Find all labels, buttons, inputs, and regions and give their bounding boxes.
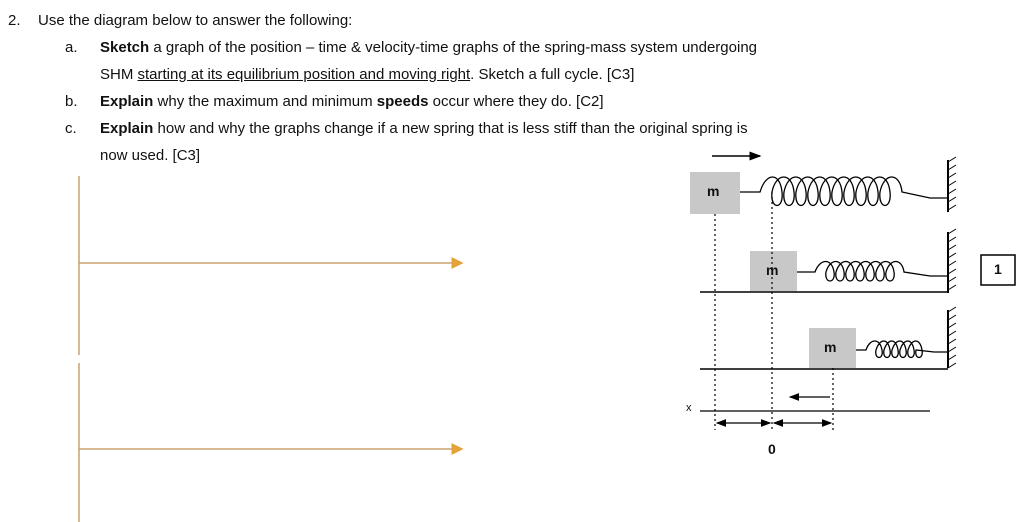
part-a-text1: a graph of the position – time & velocity-time graphs of the spring-mass system undergoing (149, 39, 758, 56)
part-c-letter: c. (65, 120, 77, 137)
part-c-line2: now used. [C3] (100, 147, 201, 164)
part-b-text-a: why the maximum and minimum (153, 93, 377, 110)
wall-3 (948, 307, 956, 368)
part-a-underlined: starting at its equilibrium position and moving right (137, 66, 471, 83)
box-label: 1 (994, 261, 1002, 277)
mass-label-2: m (766, 262, 779, 278)
part-b-text-b: occur where they do. [C2] (428, 93, 604, 110)
mass-label-1: m (707, 183, 720, 199)
part-c-text1: how and why the graphs change if a new spring that is less stiff than the original spring is (153, 120, 748, 137)
part-b-lead: Explain (100, 93, 154, 110)
part-a-letter: a. (65, 39, 78, 56)
blank-graph-2 (79, 363, 462, 522)
blank-graph-1 (79, 176, 462, 355)
wall-2 (948, 229, 956, 293)
mass-label-3: m (824, 339, 837, 355)
x-axis-label: x (686, 402, 692, 414)
spring-1 (740, 177, 948, 206)
spring-3 (856, 341, 948, 358)
part-a-text2a: SHM (100, 66, 138, 83)
part-a-text2b: . Sketch a full cycle. [C3] (470, 66, 635, 83)
question-number: 2. (8, 12, 21, 29)
part-a-lead: Sketch (100, 39, 150, 56)
part-b-letter: b. (65, 93, 78, 110)
part-b-emph: speeds (376, 93, 429, 110)
part-c-lead: Explain (100, 120, 154, 137)
spring-2 (797, 262, 948, 282)
origin-label: 0 (768, 441, 776, 457)
question-intro: Use the diagram below to answer the following: (38, 12, 353, 29)
wall-1 (948, 157, 956, 212)
